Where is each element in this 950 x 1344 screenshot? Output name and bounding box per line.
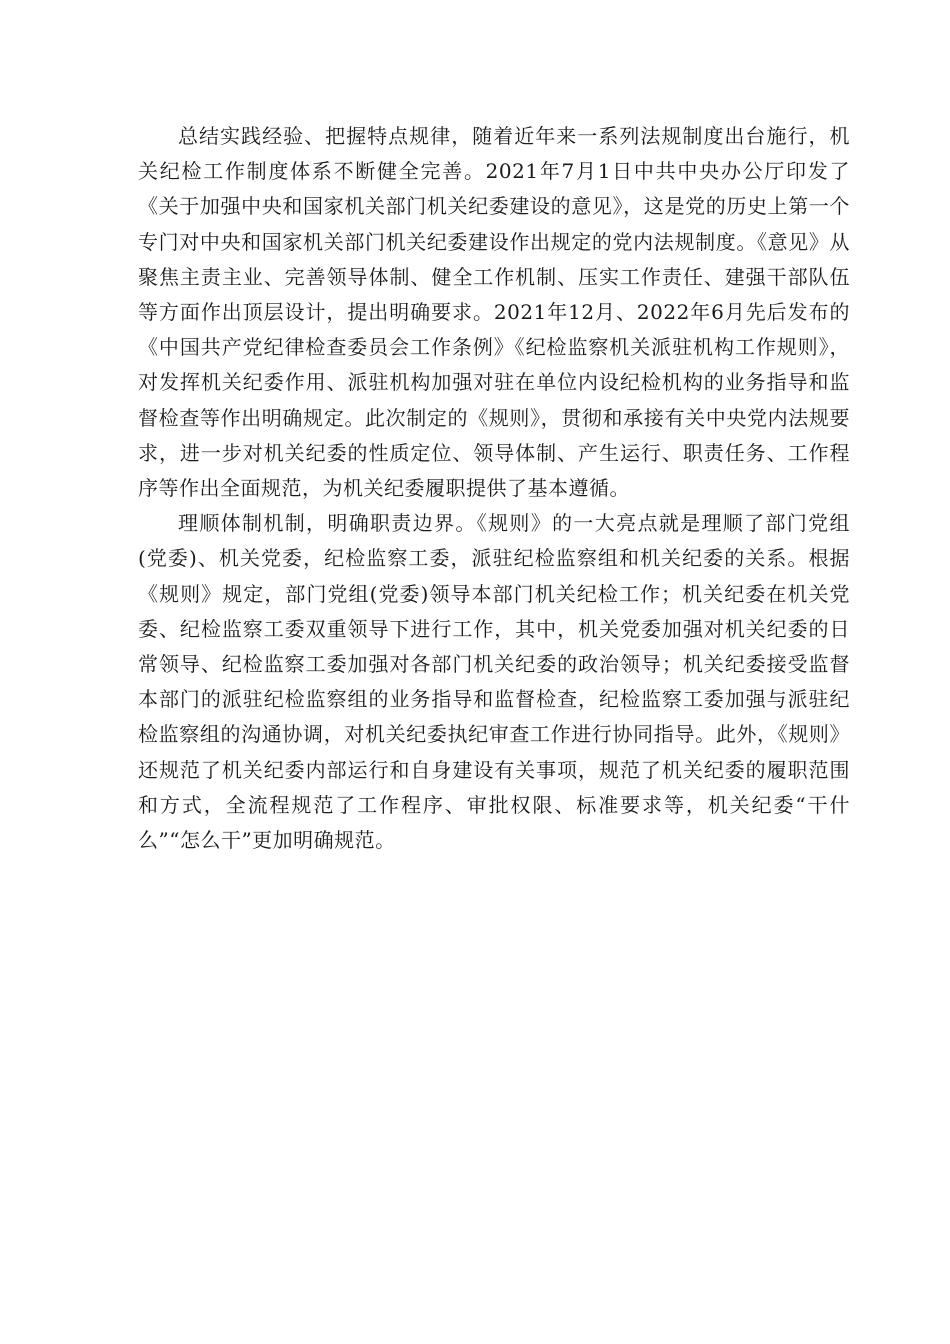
document-body	[138, 119, 850, 858]
paragraph-summary-practice: 总结实践经验、把握特点规律，随着近年来一系列法规制度出台施行，机关纪检工作制度体系不断健全完善。2021年7月1日中共中央办公厅印发了《关于加强中央和国家机关部门机关纪委建设的意见》，这是党的历史上第一个专门对中央和国家机关部门机关纪委建设作出规定的党内法规制度。《意见》从聚焦主责主业、完善领导体制、健全工作机制、压实工作责任、建强干部队伍等方面作出顶层设计，提出明确要求。2021年12月、2022年6月先后发布的《中国共产党纪律检查委员会工作条例》《纪检监察机关派驻机构工作规则》，对发挥机关纪委作用、派驻机构加强对驻在单位内设纪检机构的业务指导和监督检查等作出明确规定。此次制定的《规则》，贯彻和承接有关中央党内法规要求，进一步对机关纪委的性质定位、领导体制、产生运行、职责任务、工作程序等作出全面规范，为机关纪委履职提供了基本遵循。	[138, 124, 850, 501]
paragraph-system-mechanism: 理顺体制机制，明确职责边界。《规则》的一大亮点就是理顺了部门党组(党委)、机关党委，纪检监察工委，派驻纪检监察组和机关纪委的关系。根据《规则》规定，部门党组(党委)领导本部门机关纪检工作；机关纪委在机关党委、纪检监察工委双重领导下进行工作，其中，机关党委加强对机关纪委的日常领导、纪检监察工委加强对各部门机关纪委的政治领导；机关纪委接受监督本部门的派驻纪检监察组的业务指导和监督检查，纪检监察工委加强与派驻纪检监察组的沟通协调，对机关纪委执纪审查工作进行协同指导。此外，《规则》还规范了机关纪委内部运行和自身建设有关事项，规范了机关纪委的履职范围和方式，全流程规范了工作程序、审批权限、标准要求等，机关纪委“干什么”“怎么干”更加明确规范。	[138, 511, 850, 853]
